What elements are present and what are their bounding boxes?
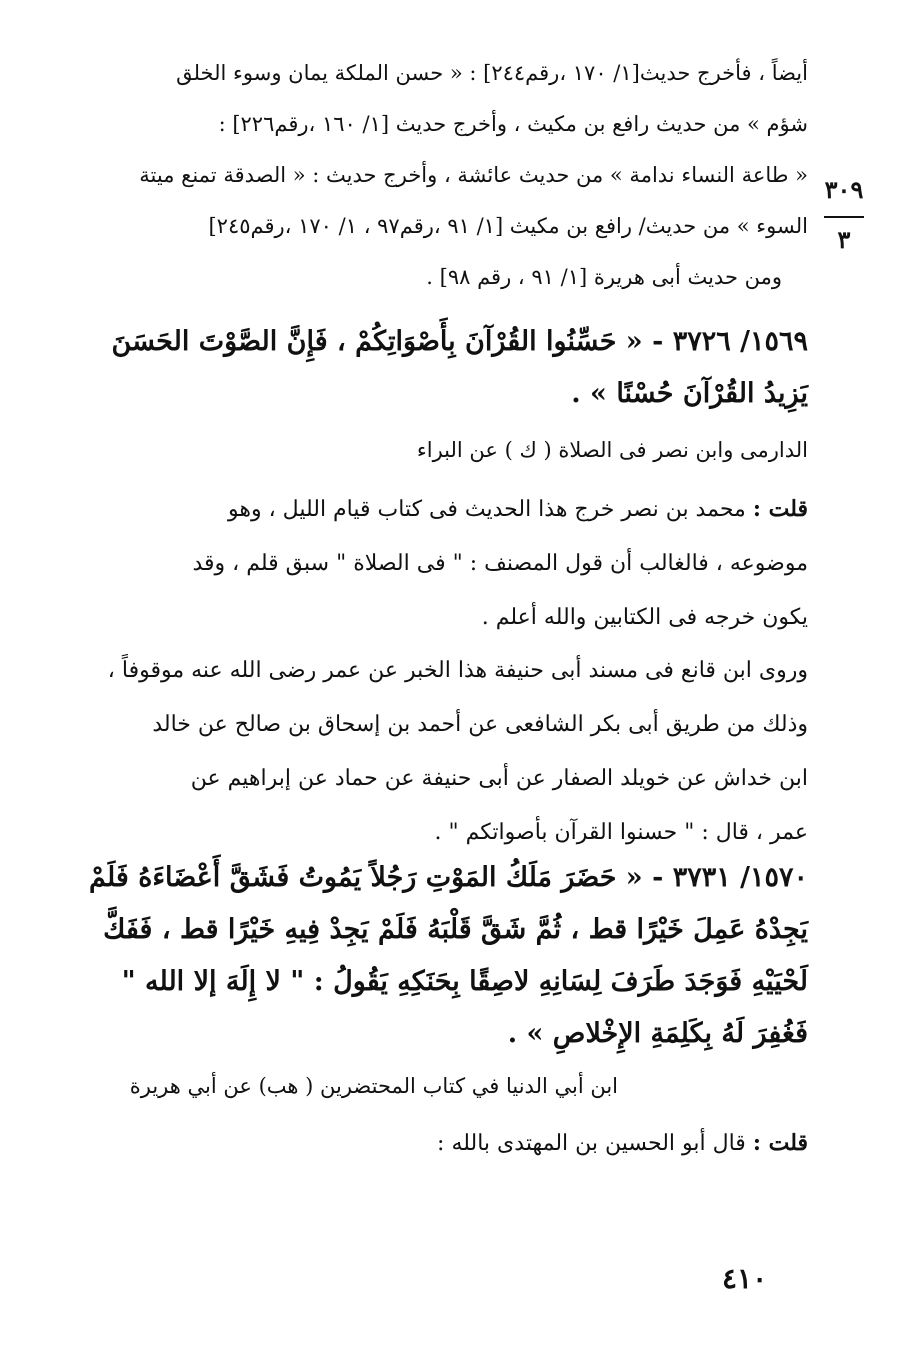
commentary-3 — [104, 1116, 808, 1171]
commentary-lead: قلت : — [752, 496, 808, 522]
source-line: الدارمى وابن نصر فى الصلاة ( ك ) عن البراء — [416, 438, 808, 462]
hadith-line: ١٥٦٩/ ٣٧٢٦ - « حَسِّنُوا القُرْآنَ بِأَصْوَاتِكُمْ ، فَإِنَّ الصَّوْتَ الحَسَنَ — [111, 326, 808, 357]
hadith-1570-source — [104, 1066, 808, 1106]
margin-reference-divider — [824, 216, 864, 218]
commentary-1 — [104, 482, 808, 645]
hadith-line: يَجِدْهُ عَمِلَ خَيْرًا قط ، ثُمَّ شَقَّ قَلْبَهُ فَلَمْ يَجِدْ فِيهِ خَيْرًا قط ، فَفَكَّ — [103, 914, 808, 945]
margin-reference — [820, 172, 868, 258]
commentary-line: ابن خداش عن خويلد الصفار عن أبى حنيفة عن حماد عن إبراهيم عن — [190, 766, 808, 791]
hadith-1569-source — [104, 430, 808, 470]
footnote-line: ومن حديث أبى هريرة [١/ ٩١ ، رقم ٩٨] . — [426, 265, 782, 289]
footnote-line: السوء » من حديث/ رافع بن مكيث [١/ ٩١ ،رقم٩٧ ، ١/ ١٧٠ ،رقم٢٤٥] — [208, 214, 808, 238]
commentary-line: قلت : قال أبو الحسين بن المهتدى بالله : — [437, 1130, 808, 1156]
footnote-line: شؤم » من حديث رافع بن مكيث ، وأخرج حديث [١/ ١٦٠ ،رقم٢٢٦] : — [218, 112, 808, 136]
commentary-line: وذلك من طريق أبى بكر الشافعى عن أحمد بن إسحاق بن صالح عن خالد — [152, 712, 808, 737]
margin-reference-top: ٣٠٩ — [824, 175, 864, 204]
hadith-1570 — [89, 852, 808, 1060]
margin-reference-bottom: ٣ — [837, 225, 851, 254]
commentary-line: قلت : محمد بن نصر خرج هذا الحديث فى كتاب قيام الليل ، وهو — [227, 496, 808, 522]
hadith-line: يَزِيدُ القُرْآنَ حُسْنًا » . — [571, 378, 808, 409]
hadith-line: لَحْيَيْهِ فَوَجَدَ طَرَفَ لِسَانِهِ لاصِقًا بِحَنَكِهِ يَقُولُ : " لا إِلَهَ إلا الله " — [121, 966, 808, 997]
footnote-block — [104, 48, 808, 303]
commentary-line: يكون خرجه فى الكتابين والله أعلم . — [481, 605, 808, 630]
footnote-line: أيضاً ، فأخرج حديث[١/ ١٧٠ ،رقم٢٤٤] : « حسن الملكة يمان وسوء الخلق — [176, 61, 808, 85]
commentary-2 — [104, 644, 808, 860]
hadith-line: ١٥٧٠/ ٣٧٣١ - « حَضَرَ مَلَكُ المَوْتِ رَجُلاً يَمُوتُ فَشَقَّ أَعْضَاءَهُ فَلَمْ — [89, 862, 808, 893]
hadith-line: فَغُفِرَ لَهُ بِكَلِمَةِ الإِخْلاصِ » . — [507, 1018, 808, 1049]
source-line: ابن أبي الدنيا في كتاب المحتضرين ( هب) عن أبي هريرة — [129, 1074, 618, 1098]
page-number: ٤١٠ — [722, 1262, 768, 1295]
commentary-line: موضوعه ، فالغالب أن قول المصنف : " فى الصلاة " سبق قلم ، وقد — [192, 551, 808, 576]
commentary-lead: قلت : — [752, 1130, 808, 1156]
hadith-1569 — [104, 316, 808, 420]
commentary-line: وروى ابن قانع فى مسند أبى حنيفة هذا الخبر عن عمر رضى الله عنه موقوفاً ، — [107, 658, 808, 683]
commentary-line: عمر ، قال : " حسنوا القرآن بأصواتكم " . — [434, 820, 808, 845]
footnote-line: « طاعة النساء ندامة » من حديث عائشة ، وأخرج حديث : « الصدقة تمنع ميتة — [139, 163, 808, 187]
